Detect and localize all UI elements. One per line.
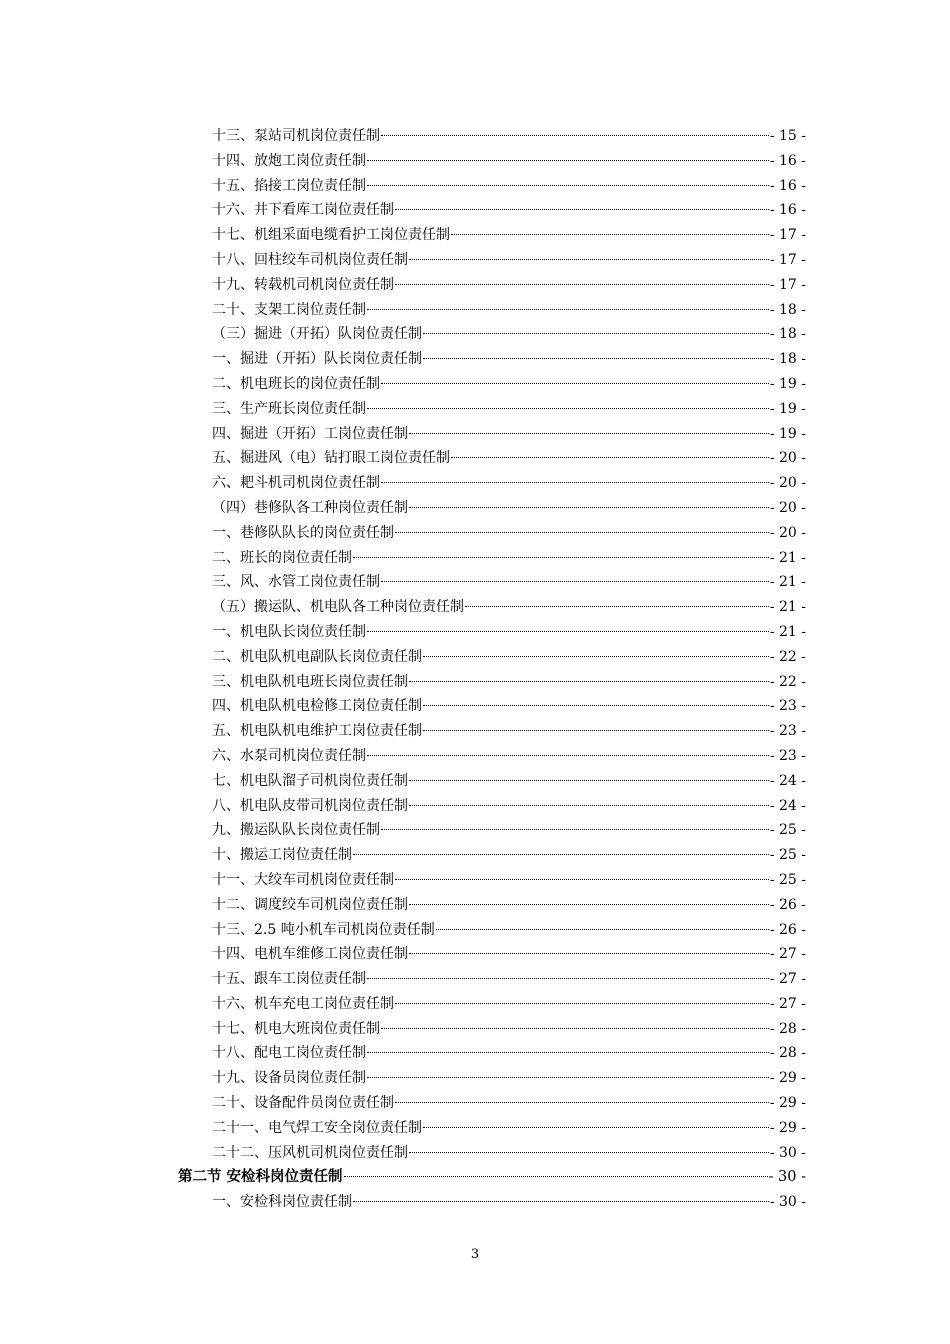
dot-leader (409, 433, 769, 434)
toc-entry[interactable] (0, 248, 806, 273)
toc-entry-title: 十九、设备员岗位责任制 (212, 1070, 366, 1087)
toc-entry[interactable] (0, 818, 806, 843)
toc-entry[interactable] (0, 620, 806, 645)
toc-entry-title: 十四、放炮工岗位责任制 (212, 152, 366, 169)
dot-leader (381, 383, 769, 384)
toc-entry[interactable] (0, 198, 806, 223)
dot-leader (395, 284, 769, 285)
toc-entry-title: 十八、回柱绞车司机岗位责任制 (212, 251, 408, 268)
toc-entry[interactable] (0, 496, 806, 521)
dot-leader (409, 1152, 769, 1153)
toc-entry-page: - 18 - (769, 351, 806, 368)
dot-leader (409, 805, 769, 806)
dot-leader (423, 730, 769, 731)
toc-entry-title: 十、搬运工岗位责任制 (212, 847, 352, 864)
dot-leader (395, 1102, 769, 1103)
dot-leader (367, 408, 769, 409)
toc-entry-title: 二十、支架工岗位责任制 (212, 301, 366, 318)
dot-leader (395, 209, 769, 210)
toc-entry-title: 十六、井下看库工岗位责任制 (212, 202, 394, 219)
toc-entry-title: 十一、大绞车司机岗位责任制 (212, 871, 394, 888)
dot-leader (381, 135, 769, 136)
toc-entry-page: - 22 - (769, 673, 806, 690)
dot-leader (409, 259, 769, 260)
toc-entry-page: - 30 - (769, 1144, 806, 1161)
dot-leader (436, 929, 769, 930)
toc-entry[interactable] (0, 1091, 806, 1116)
toc-entry-page: - 21 - (769, 549, 806, 566)
toc-entry-title: 一、巷修队队长的岗位责任制 (212, 524, 394, 541)
toc-entry[interactable] (0, 694, 806, 719)
toc-entry-page: - 17 - (769, 227, 806, 244)
toc-entry-page: - 17 - (769, 276, 806, 293)
dot-leader (409, 780, 769, 781)
dot-leader (465, 606, 769, 607)
toc-entry-title: 三、机电队机电班长岗位责任制 (212, 673, 408, 690)
toc-entry[interactable] (0, 670, 806, 695)
toc-entry-page: - 28 - (769, 1045, 806, 1062)
toc-entry-title: 十九、转载机司机岗位责任制 (212, 276, 394, 293)
toc-entry-page: - 26 - (769, 921, 806, 938)
toc-entry-title: 八、机电队皮带司机岗位责任制 (212, 797, 408, 814)
toc-entry[interactable] (0, 868, 806, 893)
toc-entry-page: - 25 - (769, 822, 806, 839)
toc-entry[interactable] (0, 794, 806, 819)
toc-entry[interactable] (0, 521, 806, 546)
toc-entry-page: - 30 - (769, 1194, 806, 1211)
toc-entry[interactable] (0, 1141, 806, 1166)
dot-leader (381, 482, 769, 483)
toc-entry[interactable] (0, 322, 806, 347)
toc-entry[interactable] (0, 298, 806, 323)
dot-leader (367, 185, 769, 186)
toc-entry-title: 六、水泵司机岗位责任制 (212, 747, 366, 764)
toc-entry-title: 十五、跟车工岗位责任制 (212, 971, 366, 988)
toc-entry[interactable] (0, 1116, 806, 1141)
toc-entry[interactable] (0, 446, 806, 471)
toc-entry-page: - 26 - (769, 896, 806, 913)
toc-entry-page: - 27 - (769, 995, 806, 1012)
dot-leader (409, 507, 769, 508)
toc-entry[interactable] (0, 769, 806, 794)
toc-entry-title: 五、掘进风（电）钻打眼工岗位责任制 (212, 450, 450, 467)
dot-leader (344, 1176, 768, 1177)
dot-leader (367, 631, 769, 632)
toc-entry[interactable] (0, 471, 806, 496)
toc-entry[interactable] (0, 546, 806, 571)
toc-entry[interactable] (0, 967, 806, 992)
toc-entry-title: 十四、电机车维修工岗位责任制 (212, 946, 408, 963)
toc-entry[interactable] (0, 992, 806, 1017)
toc-entry-page: - 22 - (769, 648, 806, 665)
dot-leader (409, 681, 769, 682)
toc-entry-page: - 28 - (769, 1020, 806, 1037)
dot-leader (353, 854, 769, 855)
toc-entry-title: 十三、2.5 吨小机车司机岗位责任制 (212, 921, 435, 938)
toc-entry-title: 二十二、压风机司机岗位责任制 (212, 1144, 408, 1161)
toc-entry-page: - 29 - (769, 1119, 806, 1136)
toc-entry-title: 第二节 安检科岗位责任制 (178, 1168, 343, 1186)
toc-entry-page: - 19 - (769, 400, 806, 417)
toc-entry-page: - 19 - (769, 375, 806, 392)
toc-entry[interactable] (0, 719, 806, 744)
dot-leader (381, 829, 769, 830)
toc-entry[interactable] (0, 223, 806, 248)
toc-entry-title: 二十、设备配件员岗位责任制 (212, 1095, 394, 1112)
toc-entry-page: - 23 - (769, 747, 806, 764)
page-number: 3 (470, 1247, 480, 1262)
toc-entry-title: 一、机电队长岗位责任制 (212, 623, 366, 640)
toc-entry[interactable] (0, 744, 806, 769)
toc-entry-page: - 19 - (769, 425, 806, 442)
toc-entry-page: - 23 - (769, 723, 806, 740)
toc-entry[interactable] (0, 595, 806, 620)
toc-entry-page: - 18 - (769, 326, 806, 343)
toc-entry-title: 十五、掐接工岗位责任制 (212, 177, 366, 194)
toc-entry[interactable] (0, 918, 806, 943)
toc-entry-title: （四）巷修队各工种岗位责任制 (212, 499, 408, 516)
toc-entry-page: - 29 - (769, 1070, 806, 1087)
toc-entry[interactable] (0, 422, 806, 447)
toc-entry[interactable] (0, 843, 806, 868)
toc-entry-page: - 18 - (769, 301, 806, 318)
dot-leader (423, 333, 769, 334)
toc-entry-title: 九、搬运队队长岗位责任制 (212, 822, 380, 839)
toc-entry-title: 十七、机电大班岗位责任制 (212, 1020, 380, 1037)
toc-entry[interactable] (0, 347, 806, 372)
toc-entry-title: 四、掘进（开拓）工岗位责任制 (212, 425, 408, 442)
toc-entry-page: - 16 - (769, 152, 806, 169)
toc-entry-title: 一、掘进（开拓）队长岗位责任制 (212, 351, 422, 368)
toc-entry-page: - 20 - (769, 475, 806, 492)
toc-entry[interactable] (0, 570, 806, 595)
toc-entry[interactable] (0, 273, 806, 298)
dot-leader (353, 1201, 769, 1202)
toc-entry[interactable] (0, 124, 806, 149)
toc-entry-title: 十三、泵站司机岗位责任制 (212, 128, 380, 144)
toc-entry[interactable] (0, 1165, 806, 1190)
dot-leader (395, 879, 769, 880)
dot-leader (409, 953, 769, 954)
dot-leader (451, 457, 769, 458)
toc-entry-title: 五、机电队机电维护工岗位责任制 (212, 723, 422, 740)
dot-leader (409, 904, 769, 905)
toc-entry[interactable] (0, 1017, 806, 1042)
toc-entry-title: 一、安检科岗位责任制 (212, 1194, 352, 1211)
toc-entry-page: - 20 - (769, 499, 806, 516)
toc-entry-page: - 16 - (769, 177, 806, 194)
toc-entry-title: 七、机电队溜子司机岗位责任制 (212, 772, 408, 789)
toc-entry-title: 二十一、电气焊工安全岗位责任制 (212, 1119, 422, 1136)
toc-entry-page: - 20 - (769, 450, 806, 467)
dot-leader (367, 1052, 769, 1053)
toc-entry-page: - 29 - (769, 1095, 806, 1112)
toc-entry-page: - 25 - (769, 871, 806, 888)
toc-entry-page: - 21 - (769, 623, 806, 640)
toc-entry-title: 十八、配电工岗位责任制 (212, 1045, 366, 1062)
toc-entry-title: （三）掘进（开拓）队岗位责任制 (212, 326, 422, 343)
toc-entry-page: - 23 - (769, 698, 806, 715)
dot-leader (367, 309, 769, 310)
toc-entry-page: - 15 - (769, 128, 806, 144)
toc-entry-page: - 27 - (769, 946, 806, 963)
dot-leader (381, 1028, 769, 1029)
toc-entry[interactable] (0, 372, 806, 397)
dot-leader (423, 656, 769, 657)
dot-leader (367, 978, 769, 979)
dot-leader (367, 755, 769, 756)
dot-leader (451, 234, 769, 235)
toc-entry-title: （五）搬运队、机电队各工种岗位责任制 (212, 599, 464, 616)
dot-leader (423, 358, 769, 359)
toc-entry[interactable] (0, 1041, 806, 1066)
toc-entry[interactable] (0, 149, 806, 174)
dot-leader (353, 557, 769, 558)
dot-leader (423, 1127, 769, 1128)
toc-entry-page: - 16 - (769, 202, 806, 219)
dot-leader (423, 705, 769, 706)
toc-entry-title: 二、机电队机电副队长岗位责任制 (212, 648, 422, 665)
toc-entry-title: 十二、调度绞车司机岗位责任制 (212, 896, 408, 913)
dot-leader (395, 1003, 769, 1004)
toc-entry[interactable] (0, 174, 806, 199)
toc-entry-title: 四、机电队机电检修工岗位责任制 (212, 698, 422, 715)
toc-entry-page: - 24 - (769, 797, 806, 814)
toc-entry-page: - 17 - (769, 251, 806, 268)
toc-entry-title: 三、风、水管工岗位责任制 (212, 574, 380, 591)
toc-entry[interactable] (0, 1066, 806, 1091)
dot-leader (381, 581, 769, 582)
toc-entry-page: - 25 - (769, 847, 806, 864)
toc-entry-title: 六、耙斗机司机岗位责任制 (212, 475, 380, 492)
toc-entry[interactable] (0, 1190, 806, 1215)
toc-entry[interactable] (0, 893, 806, 918)
toc-entry-page: - 21 - (769, 574, 806, 591)
toc-entry[interactable] (0, 942, 806, 967)
toc-entry-title: 三、生产班长岗位责任制 (212, 400, 366, 417)
toc-entry-page: - 24 - (769, 772, 806, 789)
toc-entry[interactable] (0, 645, 806, 670)
toc-entry-page: - 30 - (768, 1169, 806, 1186)
toc-entry-title: 二、机电班长的岗位责任制 (212, 375, 380, 392)
toc-entry-title: 十七、机组采面电缆看护工岗位责任制 (212, 227, 450, 244)
table-of-contents (0, 124, 950, 1215)
toc-entry-page: - 21 - (769, 599, 806, 616)
dot-leader (367, 160, 769, 161)
toc-entry-page: - 27 - (769, 971, 806, 988)
dot-leader (395, 532, 769, 533)
toc-entry-page: - 20 - (769, 524, 806, 541)
toc-entry-title: 十六、机车充电工岗位责任制 (212, 995, 394, 1012)
toc-entry[interactable] (0, 397, 806, 422)
toc-entry-title: 二、班长的岗位责任制 (212, 549, 352, 566)
dot-leader (367, 1077, 769, 1078)
